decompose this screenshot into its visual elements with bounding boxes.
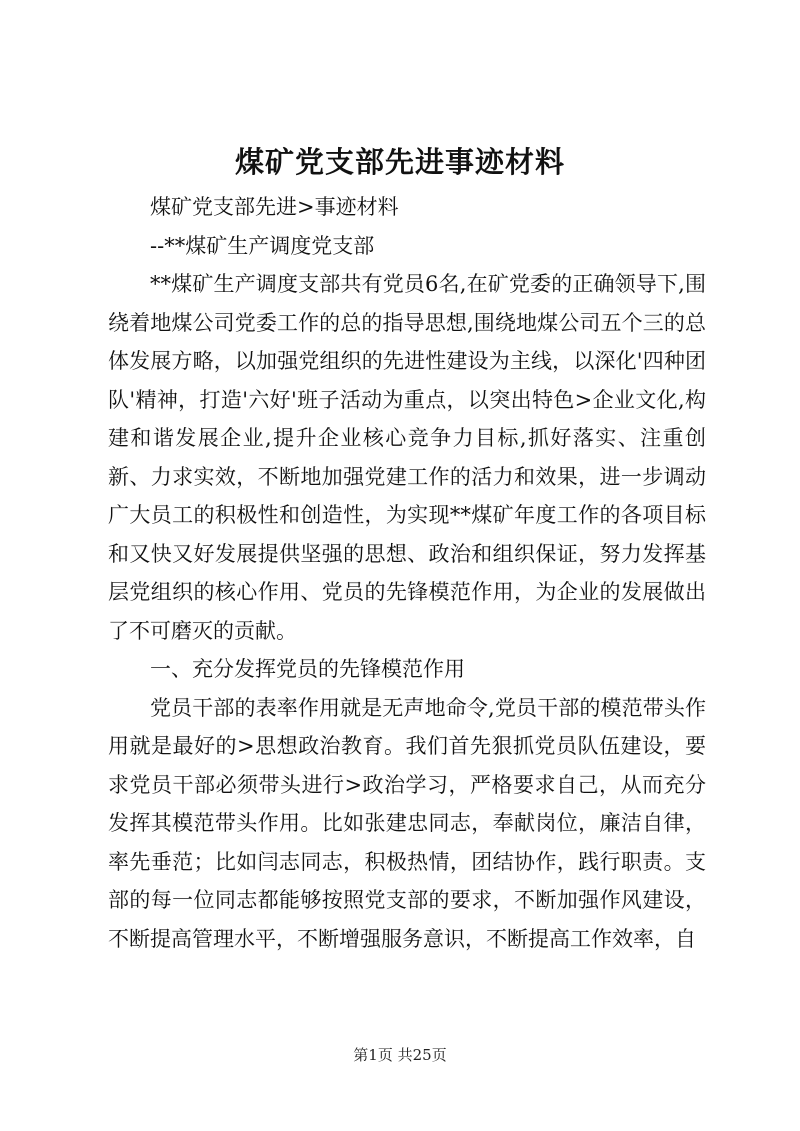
section-heading-1: 一、充分发挥党员的先锋模范作用 — [150, 657, 465, 681]
paragraph-intro: **煤矿生产调度支部共有党员6名,在矿党委的正确领导下,围绕着地煤公司党委工作的总的指导思想,围绕地煤公司五个三的总体发展方略，以加强党组织的先进性建设为主线，以深化'四种团队'精神，打造'六好'班子活动为重点，以突出特色>企业文化,构建和谐发展企业,提升企业核心竞争力目标,抓好落实、注重创新、力求实效，不断地加强党建工作的活力和效果，进一步调动广大员工的积极性和创造性，为实现**煤矿年度工作的各项目标和又快又好发展提供坚强的思想、政治和组织保证，努力发挥基层党组织的核心作用、党员的先锋模范作用，为企业的发展做出了不可磨灭的贡献。 — [108, 272, 706, 643]
paragraph-branch-name: --**煤矿生产调度党支部 — [150, 233, 375, 258]
document-title: 煤矿党支部先进事迹材料 — [234, 145, 565, 179]
paragraph-section-1: 党员干部的表率作用就是无声地命令,党员干部的模范带头作用就是最好的>思想政治教育。我们首先狠抓党员队伍建设，要求党员干部必须带头进行>政治学习，严格要求自己，从而充分发挥其模范带头作用。比如张建忠同志，奉献岗位，廉洁自律，率先垂范；比如闫志同志，积极热情，团结协作，践行职责。支部的每一位同志都能够按照党支部的要求，不断加强作风建设，不断提高管理水平，不断增强服务意识，不断提高工作效率，自 — [108, 695, 706, 951]
paragraph-subtitle: 煤矿党支部先进>事迹材料 — [150, 195, 399, 219]
page-number-footer: 第1页 共25页 — [353, 1046, 447, 1064]
document-body — [108, 188, 706, 958]
